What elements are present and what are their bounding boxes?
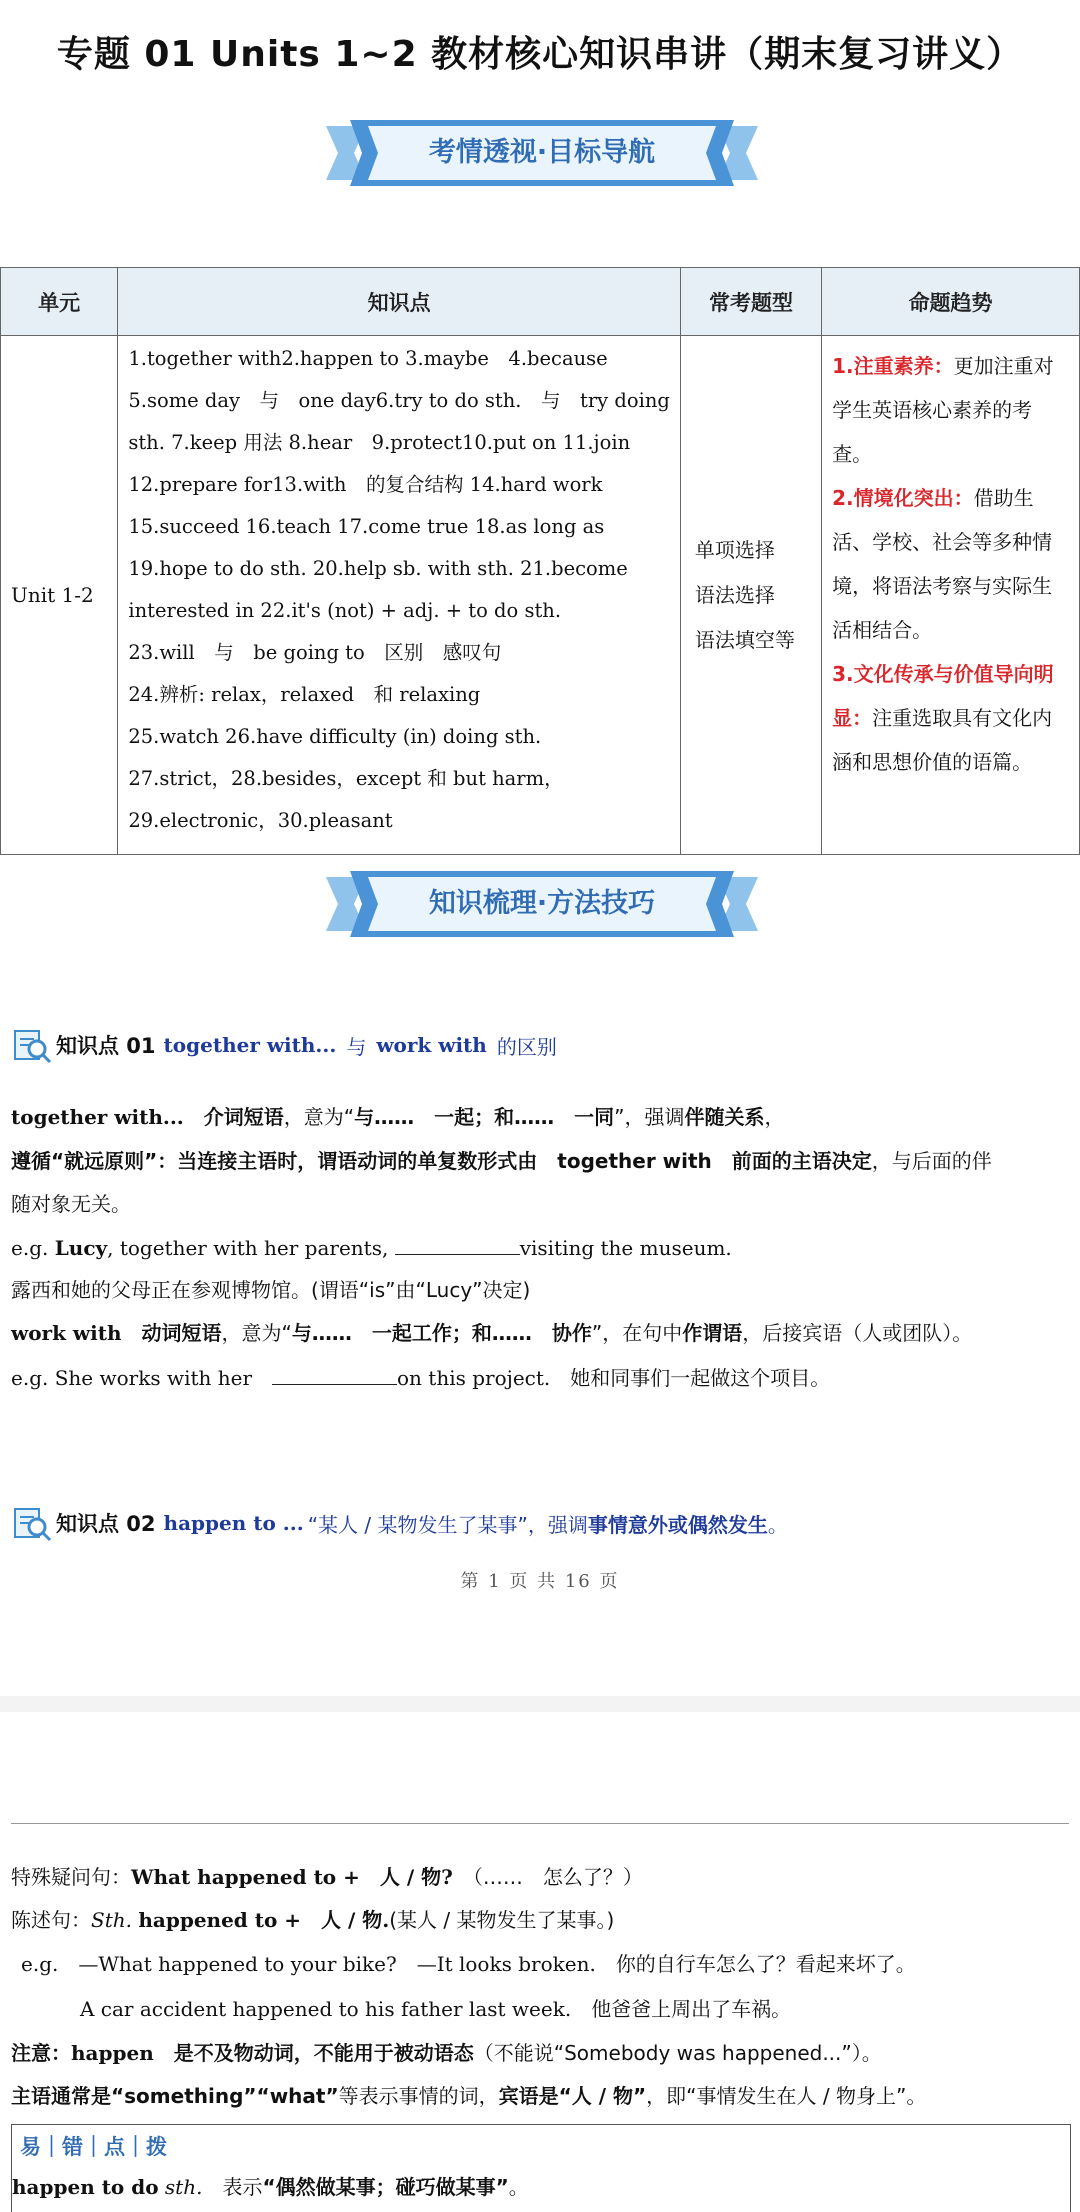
knowledge-line: 15.succeed 16.teach 17.come true 18.as long as bbox=[128, 515, 605, 538]
kp1-heading bbox=[12, 1023, 557, 1067]
kp1-translation: 露西和她的父母正在参观博物馆。(谓语“is”由“Lucy”决定) bbox=[11, 1278, 531, 1302]
kp1-example: e.g. Lucy, together with her parents, visiting the museum. bbox=[11, 1236, 732, 1260]
page-title: 专题 01 Units 1~2 教材核心知识串讲（期末复习讲义） bbox=[56, 34, 1024, 75]
kp-tail: 的区别 bbox=[496, 1034, 557, 1059]
table-header: 命题趋势 bbox=[822, 268, 1080, 336]
question-type-cell bbox=[680, 336, 821, 855]
knowledge-line: 29.electronic，30.pleasant bbox=[128, 809, 393, 832]
unit-cell: Unit 1-2 bbox=[1, 336, 118, 855]
banner-title: 考情透视·目标导航 bbox=[428, 137, 656, 168]
kp1-example: e.g. She works with her on this project. 她和同事们一起做这个项目。 bbox=[11, 1366, 831, 1390]
banner-overview bbox=[326, 118, 758, 188]
trend-label: 1.注重素养： bbox=[832, 354, 954, 378]
trend-cell bbox=[822, 336, 1080, 855]
note-line: 注意：happen 是不及物动词，不能用于被动语态（不能说“Somebody was happened...”）。 bbox=[11, 2041, 882, 2065]
kp-number: 知识点 01 bbox=[56, 1034, 156, 1058]
knowledge-line: 27.strict，28.besides，except 和 but harm， bbox=[128, 767, 564, 790]
trend-item bbox=[832, 652, 1069, 784]
kp-desc: “某人 / 某物发生了某事”，强调 bbox=[307, 1512, 588, 1537]
table-header: 知识点 bbox=[118, 268, 681, 336]
knowledge-line: 23.will 与 be going to 区别 感叹句 bbox=[128, 641, 502, 664]
kp-term: together with... bbox=[163, 1033, 337, 1057]
kp1-line: 随对象无关。 bbox=[11, 1192, 131, 1216]
example-line: A car accident happened to his father last week. 他爸爸上周出了车祸。 bbox=[80, 1997, 792, 2021]
knowledge-line: 25.watch 26.have difficulty (in) doing sth. bbox=[128, 725, 542, 748]
knowledge-line: 24.辨析: relax，relaxed 和 relaxing bbox=[128, 683, 481, 706]
trend-label: 3.文化传承与价值导向明显： bbox=[832, 662, 1054, 730]
kp-term: work with bbox=[376, 1033, 487, 1057]
banner-methods bbox=[326, 869, 758, 939]
rule-line: 主语通常是“something”“what”等表示事情的词，宾语是“人 / 物”，即“事情发生在人 / 物身上”。 bbox=[11, 2084, 927, 2108]
kp-connector: 与 bbox=[346, 1034, 367, 1059]
table-header: 常考题型 bbox=[680, 268, 821, 336]
knowledge-line: 5.some day 与 one day6.try to do sth. 与 try doing bbox=[128, 389, 670, 412]
kp-desc-emph: 事情意外或偶然发生 bbox=[587, 1512, 768, 1537]
trend-text: 注重选取具有文化内涵和思想价值的语篇。 bbox=[832, 706, 1053, 774]
kp1-line: 遵循“就远原则”：当连接主语时，谓语动词的单复数形式由 together with 前面的主语决定，与后面的伴 bbox=[11, 1149, 992, 1173]
tip-heading: 易｜错｜点｜拨 bbox=[20, 2135, 167, 2159]
overview-table bbox=[0, 267, 1080, 855]
question-type: 单项选择 bbox=[694, 537, 775, 562]
table-header-row bbox=[1, 268, 1080, 336]
pattern-question: 特殊疑问句：What happened to + 人 / 物? （…… 怎么了？） bbox=[11, 1865, 643, 1889]
question-type: 语法填空等 bbox=[694, 627, 795, 652]
banner-title: 知识梳理·方法技巧 bbox=[428, 888, 656, 919]
tip-box bbox=[11, 2124, 1071, 2212]
knowledge-line: 1.together with2.happen to 3.maybe 4.because bbox=[128, 347, 608, 370]
trend-text: 更加注重对学生英语核心素养的考查。 bbox=[832, 354, 1054, 466]
trend-item bbox=[832, 476, 1069, 652]
table-header: 单元 bbox=[1, 268, 118, 336]
page-footer: 第 1 页 共 16 页 bbox=[460, 1571, 620, 1592]
knowledge-line: interested in 22.it's (not) + adj. + to do sth. bbox=[128, 599, 562, 622]
knowledge-line: sth. 7.keep 用法 8.hear 9.protect10.put on 11.join bbox=[128, 431, 631, 454]
table-row bbox=[1, 336, 1080, 855]
kp2-heading bbox=[12, 1501, 788, 1545]
question-type: 语法选择 bbox=[694, 582, 775, 607]
pattern-statement: 陈述句：Sth. happened to + 人 / 物.(某人 / 某物发生了某事。) bbox=[11, 1908, 615, 1932]
kp1-line: together with... 介词短语，意为“与…… 一起；和…… 一同”，强调伴随关系， bbox=[11, 1105, 785, 1129]
tip-line: happen to do sth. 表示“偶然做某事；碰巧做某事”。 bbox=[12, 2175, 529, 2199]
kp-term: happen to ... bbox=[163, 1511, 304, 1535]
magnifier-book-icon bbox=[12, 1503, 52, 1543]
answer-blank[interactable] bbox=[272, 1366, 397, 1385]
kp-number: 知识点 02 bbox=[56, 1512, 156, 1536]
trend-text: 借助生活、学校、社会等多种情境，将语法考察与实际生活相结合。 bbox=[832, 486, 1053, 642]
trend-item bbox=[832, 344, 1069, 476]
knowledge-line: 12.prepare for13.with 的复合结构 14.hard work bbox=[128, 473, 603, 496]
knowledge-cell bbox=[118, 336, 681, 855]
answer-blank[interactable] bbox=[395, 1236, 520, 1255]
header-rule bbox=[11, 1823, 1069, 1824]
kp1-line: work with 动词短语，意为“与…… 一起工作；和…… 协作”，在句中作谓语，后接宾语（人或团队）。 bbox=[11, 1321, 973, 1345]
magnifier-book-icon bbox=[12, 1025, 52, 1065]
kp-desc-end: 。 bbox=[767, 1512, 788, 1537]
example-line: e.g. —What happened to your bike? —It looks broken. 你的自行车怎么了？看起来坏了。 bbox=[21, 1952, 916, 1976]
knowledge-line: 19.hope to do sth. 20.help sb. with sth. 21.become bbox=[128, 557, 628, 580]
trend-label: 2.情境化突出： bbox=[832, 486, 974, 510]
page-gap bbox=[0, 1696, 1080, 1712]
